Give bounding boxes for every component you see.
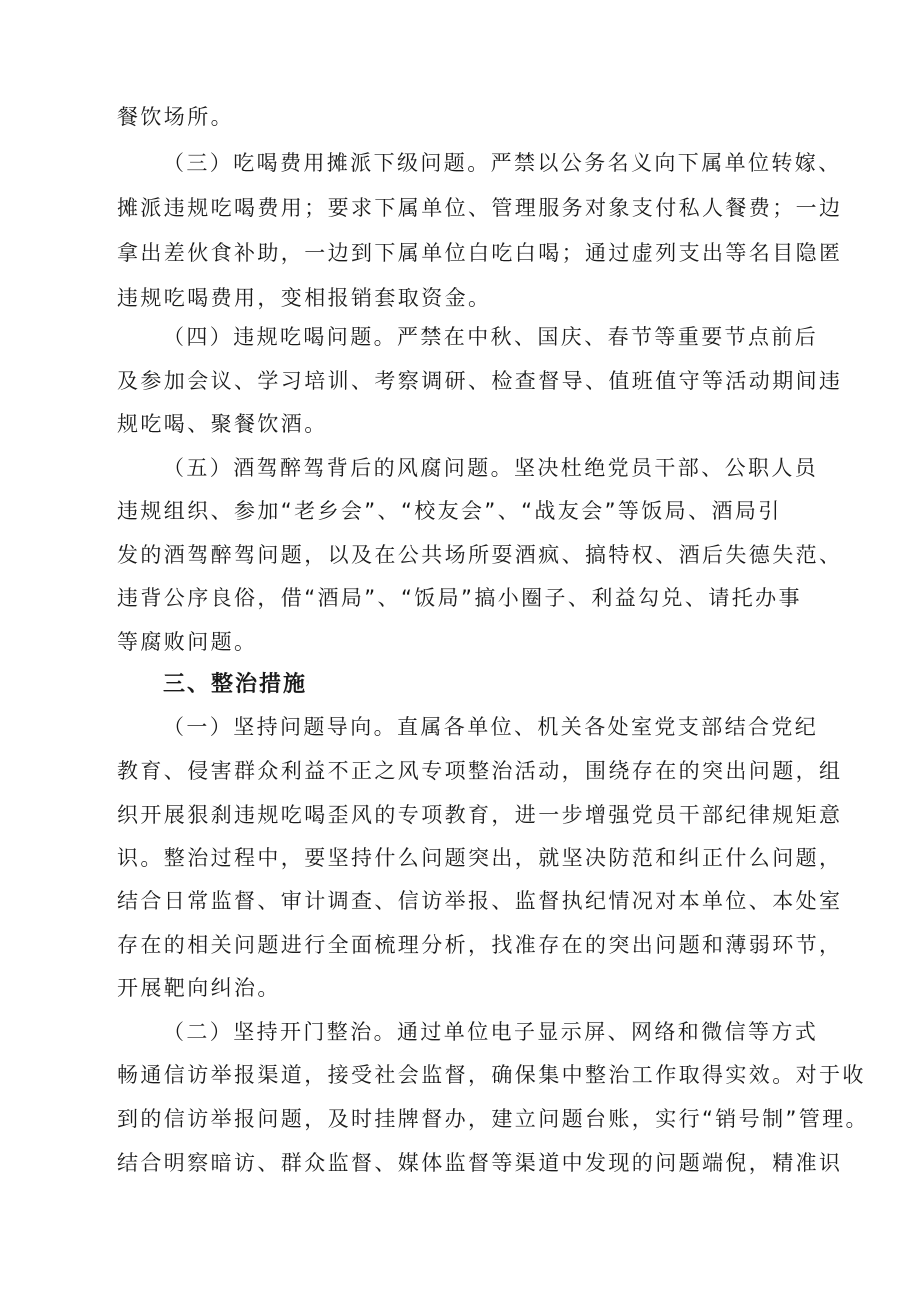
text-line-3: 摊派违规吃喝费用；要求下属单位、管理服务对象支付私人餐费；一边 [117, 196, 843, 220]
text-line-11: 发的酒驾醉驾问题，以及在公共场所耍酒疯、搞特权、酒后失德失范、 [117, 543, 843, 567]
text-line-17: 织开展狠刹违规吃喝歪风的专项教育，进一步增强党员干部纪律规矩意 [117, 803, 843, 827]
text-line-15: （一）坚持问题导向。直属各单位、机关各处室党支部结合党纪 [163, 715, 819, 739]
section-heading: 三、整治措施 [163, 672, 308, 697]
text-line-7: 及参加会议、学习培训、考察调研、检查督导、值班值守等活动期间违 [117, 369, 843, 393]
text-line-4: 拿出差伙食补助，一边到下属单位白吃白喝；通过虚列支出等名目隐匿 [117, 241, 843, 265]
text-line-16: 教育、侵害群众利益不正之风专项整治活动，围绕存在的突出问题，组 [117, 759, 843, 783]
text-line-21: 开展靶向纠治。 [117, 976, 281, 1000]
text-line-9: （五）酒驾醉驾背后的风腐问题。坚决杜绝党员干部、公职人员 [163, 456, 819, 480]
text-line-10: 违规组织、参加“老乡会”、“校友会”、“战友会”等饭局、酒局引 [117, 499, 782, 523]
text-line-12: 违背公序良俗，借“酒局”、“饭局”搞小圈子、利益勾兑、请托办事 [117, 586, 802, 610]
text-line-2: （三）吃喝费用摊派下级问题。严禁以公务名义向下属单位转嫁、 [163, 151, 842, 175]
text-line-23: 畅通信访举报渠道，接受社会监督，确保集中整治工作取得实效。对于收 [117, 1063, 866, 1087]
text-line-24: 到的信访举报问题，及时挂牌督办，建立问题台账，实行“销号制”管理。 [117, 1107, 869, 1131]
text-line-5: 违规吃喝费用，变相报销套取资金。 [117, 286, 492, 310]
text-line-1: 餐饮场所。 [117, 105, 234, 129]
text-line-13: 等腐败问题。 [117, 630, 258, 654]
text-line-20: 存在的相关问题进行全面梳理分析，找准存在的突出问题和薄弱环节， [117, 933, 843, 957]
text-line-19: 结合日常监督、审计调查、信访举报、监督执纪情况对本单位、本处室 [117, 889, 843, 913]
text-line-6: （四）违规吃喝问题。严禁在中秋、国庆、春节等重要节点前后 [163, 325, 819, 349]
text-line-18: 识。整治过程中，要坚持什么问题突出，就坚决防范和纠正什么问题， [117, 846, 843, 870]
text-line-22: （二）坚持开门整治。通过单位电子显示屏、网络和微信等方式 [163, 1020, 819, 1044]
text-line-8: 规吃喝、聚餐饮酒。 [117, 412, 328, 436]
text-line-25: 结合明察暗访、群众监督、媒体监督等渠道中发现的问题端倪，精准识 [117, 1151, 843, 1175]
